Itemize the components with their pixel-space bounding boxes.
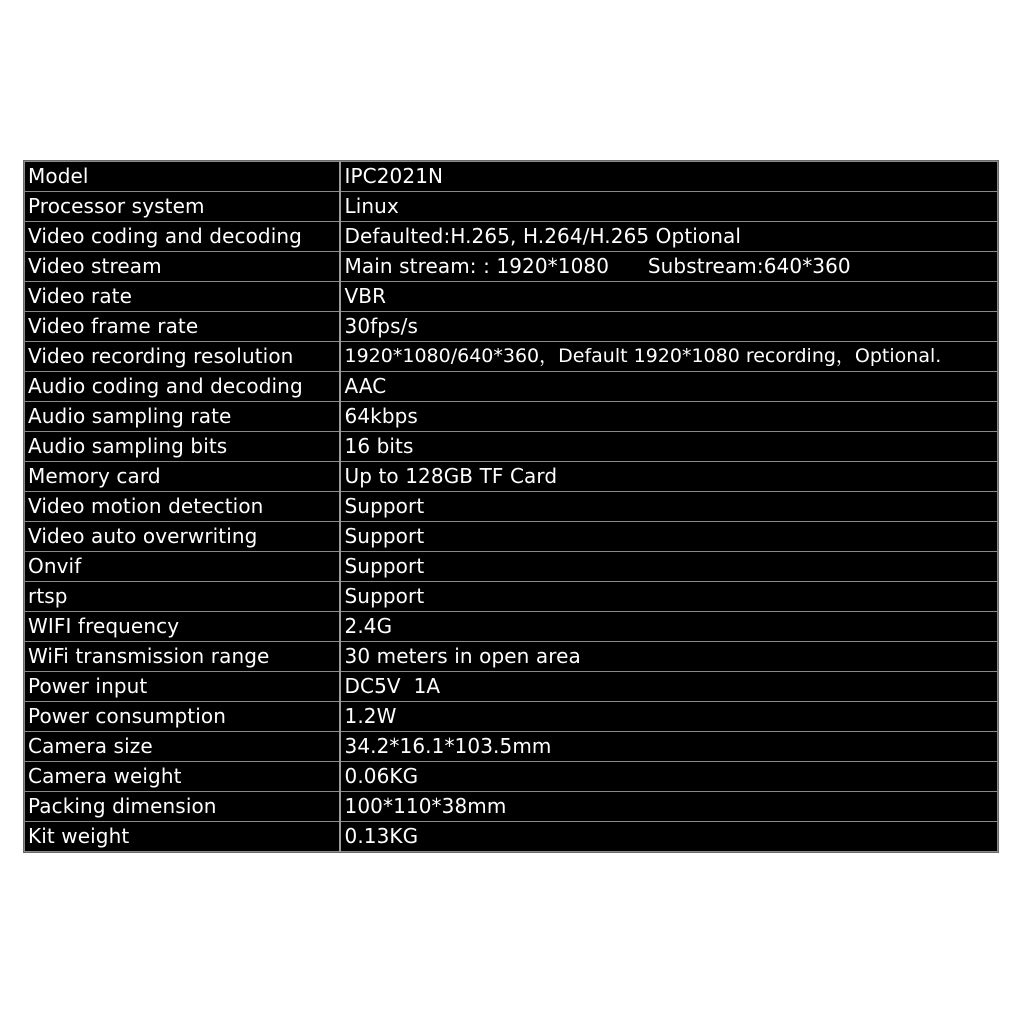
table-row (25, 702, 998, 732)
spec-value-video-auto-overwriting: Support (340, 522, 998, 552)
spec-value-rtsp: Support (340, 582, 998, 612)
spec-value-memory-card: Up to 128GB TF Card (340, 462, 998, 492)
table-row (25, 462, 998, 492)
spec-label-camera-size: Camera size (25, 732, 340, 762)
table-row (25, 372, 998, 402)
spec-label-model: Model (25, 162, 340, 192)
spec-label-audio-sampling-rate: Audio sampling rate (25, 402, 340, 432)
spec-label-rtsp: rtsp (25, 582, 340, 612)
spec-value-kit-weight: 0.13KG (340, 822, 998, 852)
spec-label-camera-weight: Camera weight (25, 762, 340, 792)
table-row (25, 762, 998, 792)
table-row (25, 732, 998, 762)
table-row (25, 402, 998, 432)
table-row (25, 672, 998, 702)
table-row (25, 522, 998, 552)
spec-label-video-stream: Video stream (25, 252, 340, 282)
spec-label-processor-system: Processor system (25, 192, 340, 222)
table-row (25, 252, 998, 282)
spec-value-video-stream: Main stream: : 1920*1080 Substream:640*360 (340, 252, 998, 282)
table-row (25, 612, 998, 642)
spec-value-power-input: DC5V 1A (340, 672, 998, 702)
spec-label-power-consumption: Power consumption (25, 702, 340, 732)
spec-value-processor-system: Linux (340, 192, 998, 222)
table-row (25, 282, 998, 312)
table-row (25, 642, 998, 672)
spec-value-audio-coding: AAC (340, 372, 998, 402)
table-row (25, 432, 998, 462)
spec-label-memory-card: Memory card (25, 462, 340, 492)
spec-label-video-auto-overwriting: Video auto overwriting (25, 522, 340, 552)
table-row (25, 582, 998, 612)
table-row (25, 222, 998, 252)
spec-value-model: IPC2021N (340, 162, 998, 192)
table-row (25, 342, 998, 372)
table-row (25, 552, 998, 582)
table-row (25, 192, 998, 222)
spec-table-body (25, 162, 998, 852)
table-row (25, 822, 998, 852)
spec-value-video-motion-detection: Support (340, 492, 998, 522)
spec-label-video-coding: Video coding and decoding (25, 222, 340, 252)
spec-value-camera-weight: 0.06KG (340, 762, 998, 792)
spec-label-kit-weight: Kit weight (25, 822, 340, 852)
spec-label-audio-sampling-bits: Audio sampling bits (25, 432, 340, 462)
table-row (25, 792, 998, 822)
spec-value-audio-sampling-rate: 64kbps (340, 402, 998, 432)
spec-label-packing-dimension: Packing dimension (25, 792, 340, 822)
spec-value-video-coding: Defaulted:H.265, H.264/H.265 Optional (340, 222, 998, 252)
spec-value-power-consumption: 1.2W (340, 702, 998, 732)
spec-label-video-recording-resolution: Video recording resolution (25, 342, 340, 372)
spec-table (24, 161, 998, 852)
spec-label-video-rate: Video rate (25, 282, 340, 312)
spec-value-wifi-frequency: 2.4G (340, 612, 998, 642)
spec-label-wifi-frequency: WIFI frequency (25, 612, 340, 642)
table-row (25, 162, 998, 192)
spec-label-video-motion-detection: Video motion detection (25, 492, 340, 522)
spec-label-power-input: Power input (25, 672, 340, 702)
table-row (25, 492, 998, 522)
spec-label-wifi-transmission-range: WiFi transmission range (25, 642, 340, 672)
spec-value-camera-size: 34.2*16.1*103.5mm (340, 732, 998, 762)
spec-value-onvif: Support (340, 552, 998, 582)
spec-value-video-rate: VBR (340, 282, 998, 312)
spec-label-audio-coding: Audio coding and decoding (25, 372, 340, 402)
spec-label-video-frame-rate: Video frame rate (25, 312, 340, 342)
spec-label-onvif: Onvif (25, 552, 340, 582)
spec-value-wifi-transmission-range: 30 meters in open area (340, 642, 998, 672)
spec-value-video-recording-resolution: 1920*1080/640*360，Default 1920*1080 recording，Optional. (340, 342, 998, 372)
spec-value-audio-sampling-bits: 16 bits (340, 432, 998, 462)
spec-value-packing-dimension: 100*110*38mm (340, 792, 998, 822)
table-row (25, 312, 998, 342)
spec-value-video-frame-rate: 30fps/s (340, 312, 998, 342)
